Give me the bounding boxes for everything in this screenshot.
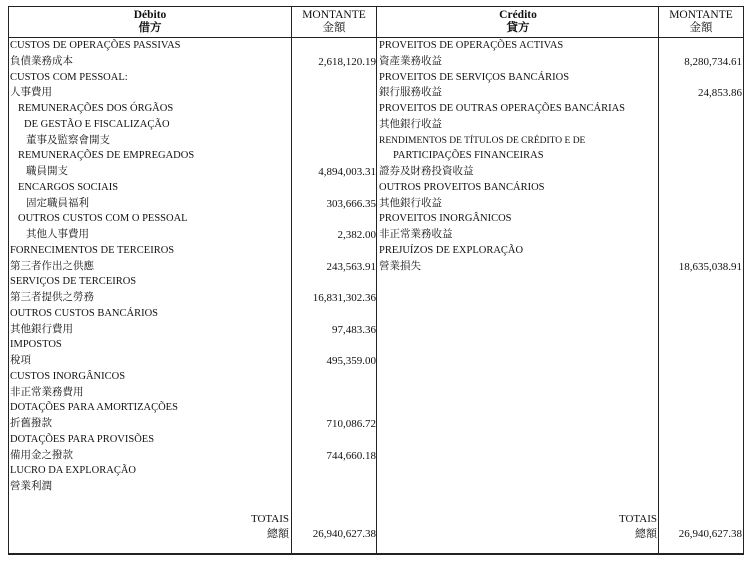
debit-amount-header [291, 7, 377, 38]
debit-amount-title-zh: 金額 [322, 22, 346, 34]
credit-total-value: 26,940,627.38 [678, 528, 742, 540]
debit-row-label: REMUNERAÇÕES DOS ÓRGÃOS [18, 103, 174, 114]
debit-row-label: 人事費用 [10, 87, 52, 99]
debit-row-label: 其他銀行費用 [10, 323, 73, 335]
divider-debit-amount [291, 7, 292, 553]
credit-amount-header [659, 7, 743, 38]
debit-row-label: 第三者提供之勞務 [10, 292, 94, 303]
credit-row-label: RENDIMENTOS DE TÍTULOS DE CRÉDITO E DE [379, 135, 586, 146]
debit-totals-label: TOTAIS [250, 513, 289, 525]
credit-title: Crédito [499, 9, 537, 21]
debit-row-label: 負債業務成本 [10, 55, 73, 67]
credit-row-label: PROVEITOS DE OUTRAS OPERAÇÕES BANCÁRIAS [379, 103, 626, 114]
debit-row-amount: 4,894,003.31 [318, 166, 376, 178]
debit-row-label: 固定職員福利 [26, 197, 89, 209]
debit-row-amount: 744,660.18 [326, 449, 376, 462]
debit-title: Débito [133, 9, 167, 21]
debit-row-amount: 2,382.00 [337, 229, 376, 241]
credit-row-label: OUTROS PROVEITOS BANCÁRIOS [379, 181, 545, 193]
debit-row-label: 其他人事費用 [26, 229, 89, 240]
debit-row-label: 稅項 [10, 355, 31, 366]
debit-totals-label-zh: 總額 [267, 528, 289, 540]
credit-row-label: 其他銀行收益 [379, 118, 442, 130]
debit-row-label: 非正常業務費用 [10, 386, 84, 398]
debit-row-label: CUSTOS COM PESSOAL: [10, 71, 128, 83]
debit-row-label: 營業利潤 [10, 481, 52, 492]
debit-row-label: DOTAÇÕES PARA PROVISÕES [10, 433, 155, 445]
credit-row-label: 其他銀行收益 [379, 197, 442, 209]
debit-row-amount: 16,831,302.36 [312, 292, 376, 304]
debit-amount-title: MONTANTE [302, 9, 366, 21]
credit-row-label: PREJUÍZOS DE EXPLORAÇÃO [379, 244, 524, 256]
credit-title-zh: 貸方 [506, 22, 530, 34]
debit-row-label: FORNECIMENTOS DE TERCEIROS [10, 244, 175, 256]
debit-total-value: 26,940,627.38 [312, 528, 376, 540]
debit-row-amount: 303,666.35 [326, 197, 376, 210]
debit-row-amount: 243,563.91 [326, 260, 376, 273]
debit-row-label: SERVIÇOS DE TERCEIROS [10, 276, 137, 288]
debit-title-zh: 借方 [138, 22, 162, 34]
financial-statement [8, 6, 744, 555]
debit-row-label: LUCRO DA EXPLORAÇÃO [10, 465, 137, 477]
debit-row-label: CUSTOS DE OPERAÇÕES PASSIVAS [10, 40, 181, 51]
debit-row-label: ENCARGOS SOCIAIS [18, 181, 119, 193]
credit-row-label: 非正常業務收益 [379, 229, 453, 240]
credit-header [377, 7, 659, 38]
debit-row-amount: 495,359.00 [326, 355, 376, 367]
credit-totals-label: TOTAIS [618, 513, 657, 525]
debit-row-label: DE GESTÃO E FISCALIZAÇÃO [24, 118, 170, 130]
credit-amount-title: MONTANTE [669, 9, 733, 21]
credit-amount-title-zh: 金額 [689, 22, 713, 34]
debit-row-label: DOTAÇÕES PARA AMORTIZAÇÕES [10, 402, 178, 414]
debit-row-label: IMPOSTOS [10, 339, 62, 351]
debit-row-label: OUTROS CUSTOS COM O PESSOAL [18, 213, 188, 225]
debit-row-label: OUTROS CUSTOS BANCÁRIOS [10, 307, 159, 319]
debit-row-label: 第三者作出之供應 [10, 260, 94, 272]
credit-row-amount: 8,280,734.61 [684, 55, 742, 68]
debit-row-label: 備用金之撥款 [10, 449, 73, 461]
credit-totals-label-zh: 總額 [635, 528, 657, 540]
divider-credit-amount [658, 7, 659, 553]
divider-center [376, 7, 377, 553]
debit-row-label: 折舊撥款 [10, 418, 52, 429]
credit-row-label: PROVEITOS INORGÂNICOS [379, 213, 512, 225]
credit-row-label: 銀行服務收益 [379, 87, 442, 99]
credit-row-label: PARTICIPAÇÕES FINANCEIRAS [393, 150, 544, 162]
debit-row-label: 董事及監察會開支 [26, 134, 110, 146]
debit-header [9, 7, 291, 38]
debit-row-amount: 2,618,120.19 [318, 55, 376, 68]
credit-row-amount: 18,635,038.91 [678, 260, 742, 273]
debit-row-label: 職員開支 [26, 166, 68, 177]
credit-row-label: 資產業務收益 [379, 55, 442, 67]
debit-row-amount: 710,086.72 [326, 418, 376, 430]
debit-row-amount: 97,483.36 [332, 323, 376, 336]
debit-row-label: REMUNERAÇÕES DE EMPREGADOS [18, 150, 195, 162]
debit-row-label: CUSTOS INORGÂNICOS [10, 370, 126, 382]
credit-row-label: 營業損失 [379, 260, 421, 272]
credit-row-label: PROVEITOS DE SERVIÇOS BANCÁRIOS [379, 71, 570, 83]
credit-row-label: 證券及財務投資收益 [379, 166, 474, 177]
credit-row-label: PROVEITOS DE OPERAÇÕES ACTIVAS [379, 40, 564, 51]
credit-row-amount: 24,853.86 [698, 87, 742, 100]
